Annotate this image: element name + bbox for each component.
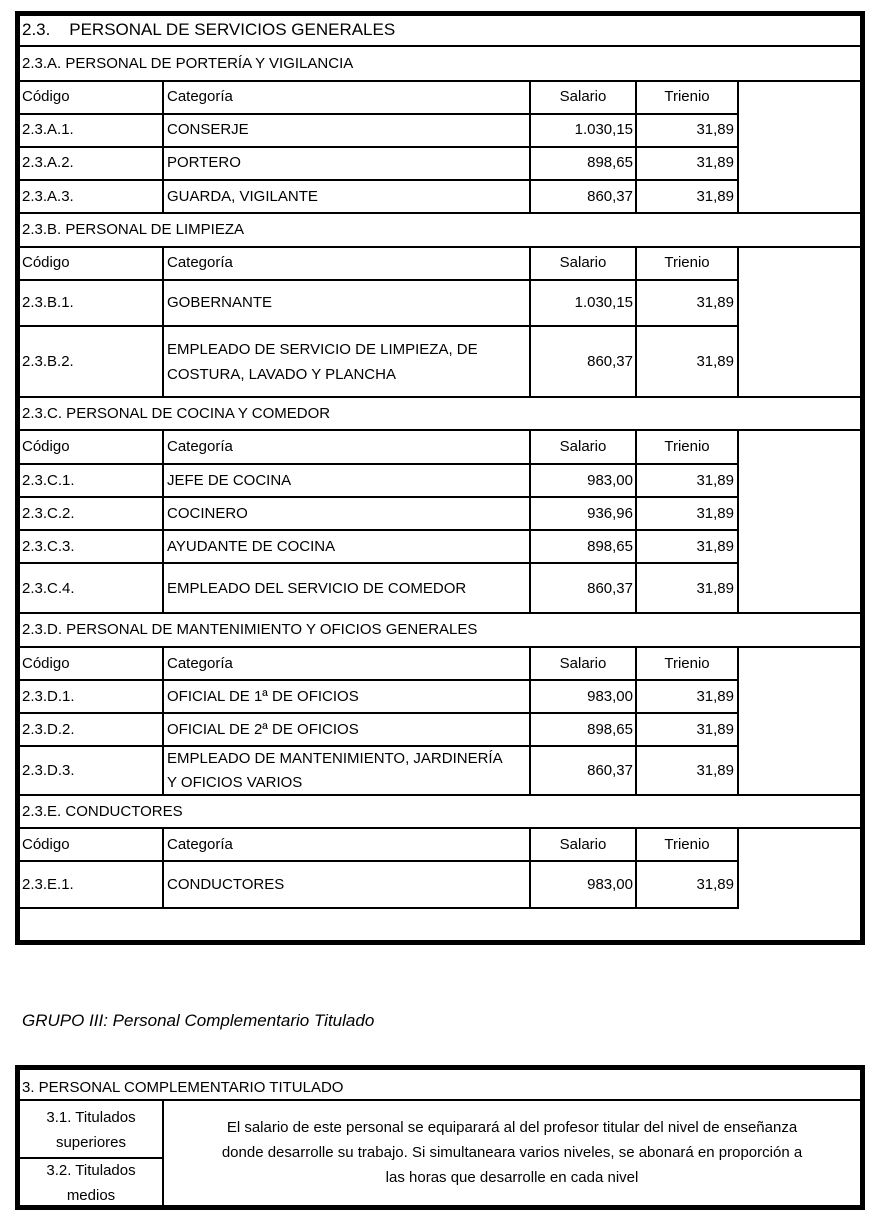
column-divider (162, 646, 164, 795)
group-title: GRUPO III: Personal Complementario Titulado (22, 1011, 375, 1030)
column-divider (737, 80, 739, 213)
column-divider (162, 429, 164, 613)
row-triennium: 31,89 (696, 762, 734, 779)
row-divider (18, 496, 738, 498)
row-divider (18, 463, 738, 465)
header-trienio: Trienio (664, 88, 710, 105)
header-categoria: Categoría (167, 836, 233, 853)
row-code: 2.3.C.3. (22, 538, 75, 555)
row-triennium: 31,89 (696, 353, 734, 370)
salary-description: las horas que desarrolle en cada nivel (385, 1169, 639, 1186)
column-divider (162, 246, 164, 397)
column-divider (737, 646, 739, 795)
row-triennium: 31,89 (696, 121, 734, 138)
row-divider (18, 1157, 164, 1159)
row-divider (18, 325, 738, 327)
row-triennium: 31,89 (696, 876, 734, 893)
row-category: EMPLEADO DE MANTENIMIENTO, JARDINERÍA (167, 750, 503, 767)
section-title: 2.3.B. PERSONAL DE LIMPIEZA (22, 221, 245, 238)
row-code: 2.3.C.1. (22, 472, 75, 489)
row-category: COCINERO (167, 505, 248, 522)
row-divider (18, 146, 738, 148)
row-category: AYUDANTE DE COCINA (167, 538, 336, 555)
row-salary: 860,37 (587, 353, 633, 370)
row-divider (18, 679, 738, 681)
row-code: 2.3.D.2. (22, 721, 75, 738)
column-divider (737, 246, 739, 397)
row-salary: 1.030,15 (574, 294, 633, 311)
row-divider (18, 113, 738, 115)
row-category: CONSERJE (167, 121, 249, 138)
row-category: GUARDA, VIGILANTE (167, 188, 318, 205)
row-salary: 860,37 (587, 188, 633, 205)
row-category: CONDUCTORES (167, 876, 285, 893)
row-salary: 898,65 (587, 721, 633, 738)
row-salary: 983,00 (587, 472, 633, 489)
row-triennium: 31,89 (696, 721, 734, 738)
header-salario: Salario (559, 655, 607, 672)
header-trienio: Trienio (664, 438, 710, 455)
header-trienio: Trienio (664, 655, 710, 672)
row-divider (18, 827, 862, 829)
complementary-title: 3. PERSONAL COMPLEMENTARIO TITULADO (22, 1079, 344, 1096)
row-code: 2.3.A.1. (22, 121, 74, 138)
row-divider (18, 712, 738, 714)
row-divider (18, 45, 862, 47)
row-divider (18, 279, 738, 281)
row-category: OFICIAL DE 1ª DE OFICIOS (167, 688, 359, 705)
row-code: 2.3.D.1. (22, 688, 75, 705)
row-divider (18, 646, 862, 648)
row-code: 2.3.C.2. (22, 505, 75, 522)
salary-description: El salario de este personal se equiparará al del profesor titular del nivel de enseñanza (226, 1119, 798, 1136)
titulados-medios: medios (66, 1187, 116, 1204)
row-triennium: 31,89 (696, 538, 734, 555)
row-triennium: 31,89 (696, 188, 734, 205)
header-salario: Salario (559, 438, 607, 455)
table-title: 2.3. PERSONAL DE SERVICIOS GENERALES (22, 20, 396, 39)
row-code: 2.3.A.2. (22, 154, 74, 171)
row-divider (18, 529, 738, 531)
section-title: 2.3.E. CONDUCTORES (22, 803, 183, 820)
row-divider (18, 429, 862, 431)
column-divider (737, 827, 739, 909)
header-codigo: Código (22, 438, 70, 455)
row-salary: 860,37 (587, 762, 633, 779)
row-category: JEFE DE COCINA (167, 472, 292, 489)
row-salary: 860,37 (587, 580, 633, 597)
row-triennium: 31,89 (696, 580, 734, 597)
row-triennium: 31,89 (696, 505, 734, 522)
column-divider (162, 1099, 164, 1207)
row-triennium: 31,89 (696, 688, 734, 705)
header-trienio: Trienio (664, 836, 710, 853)
row-divider (18, 612, 862, 614)
row-salary: 936,96 (587, 505, 633, 522)
row-salary: 898,65 (587, 538, 633, 555)
row-code: 2.3.C.4. (22, 580, 75, 597)
row-category: PORTERO (167, 154, 241, 171)
header-salario: Salario (559, 836, 607, 853)
row-divider (18, 246, 862, 248)
titulados-superiores: 3.1. Titulados (46, 1109, 136, 1126)
row-salary: 1.030,15 (574, 121, 633, 138)
header-categoria: Categoría (167, 655, 233, 672)
row-code: 2.3.A.3. (22, 188, 74, 205)
header-salario: Salario (559, 254, 607, 271)
section-title: 2.3.A. PERSONAL DE PORTERÍA Y VIGILANCIA (22, 55, 354, 72)
row-divider (18, 745, 738, 747)
column-divider (162, 80, 164, 213)
column-divider (737, 429, 739, 613)
row-salary: 983,00 (587, 688, 633, 705)
header-codigo: Código (22, 836, 70, 853)
row-salary: 983,00 (587, 876, 633, 893)
salary-description: donde desarrolle su trabajo. Si simultaneara varios niveles, se abonará en proporción a (221, 1144, 803, 1161)
titulados-medios: 3.2. Titulados (46, 1162, 136, 1179)
section-title: 2.3.C. PERSONAL DE COCINA Y COMEDOR (22, 405, 331, 422)
row-category: EMPLEADO DE SERVICIO DE LIMPIEZA, DE (167, 341, 478, 358)
row-triennium: 31,89 (696, 294, 734, 311)
header-categoria: Categoría (167, 438, 233, 455)
header-codigo: Código (22, 655, 70, 672)
row-divider (18, 396, 862, 398)
row-code: 2.3.D.3. (22, 762, 75, 779)
row-category: EMPLEADO DEL SERVICIO DE COMEDOR (167, 580, 467, 597)
row-divider (18, 794, 862, 796)
row-divider (18, 80, 862, 82)
row-code: 2.3.B.2. (22, 353, 74, 370)
header-salario: Salario (559, 88, 607, 105)
row-divider (18, 860, 738, 862)
row-divider (18, 212, 862, 214)
row-divider (18, 179, 738, 181)
row-triennium: 31,89 (696, 472, 734, 489)
header-categoria: Categoría (167, 88, 233, 105)
row-divider (18, 562, 738, 564)
row-divider (18, 907, 738, 909)
row-salary: 898,65 (587, 154, 633, 171)
header-codigo: Código (22, 254, 70, 271)
row-triennium: 31,89 (696, 154, 734, 171)
row-category: GOBERNANTE (167, 294, 273, 311)
row-code: 2.3.B.1. (22, 294, 74, 311)
section-title: 2.3.D. PERSONAL DE MANTENIMIENTO Y OFICIOS GENERALES (22, 621, 478, 638)
header-categoria: Categoría (167, 254, 233, 271)
row-category: OFICIAL DE 2ª DE OFICIOS (167, 721, 359, 738)
titulados-superiores: superiores (55, 1134, 127, 1151)
header-codigo: Código (22, 88, 70, 105)
row-divider (18, 1099, 862, 1101)
row-category: Y OFICIOS VARIOS (167, 774, 303, 791)
header-trienio: Trienio (664, 254, 710, 271)
row-category: COSTURA, LAVADO Y PLANCHA (167, 366, 396, 383)
row-code: 2.3.E.1. (22, 876, 74, 893)
column-divider (162, 827, 164, 909)
